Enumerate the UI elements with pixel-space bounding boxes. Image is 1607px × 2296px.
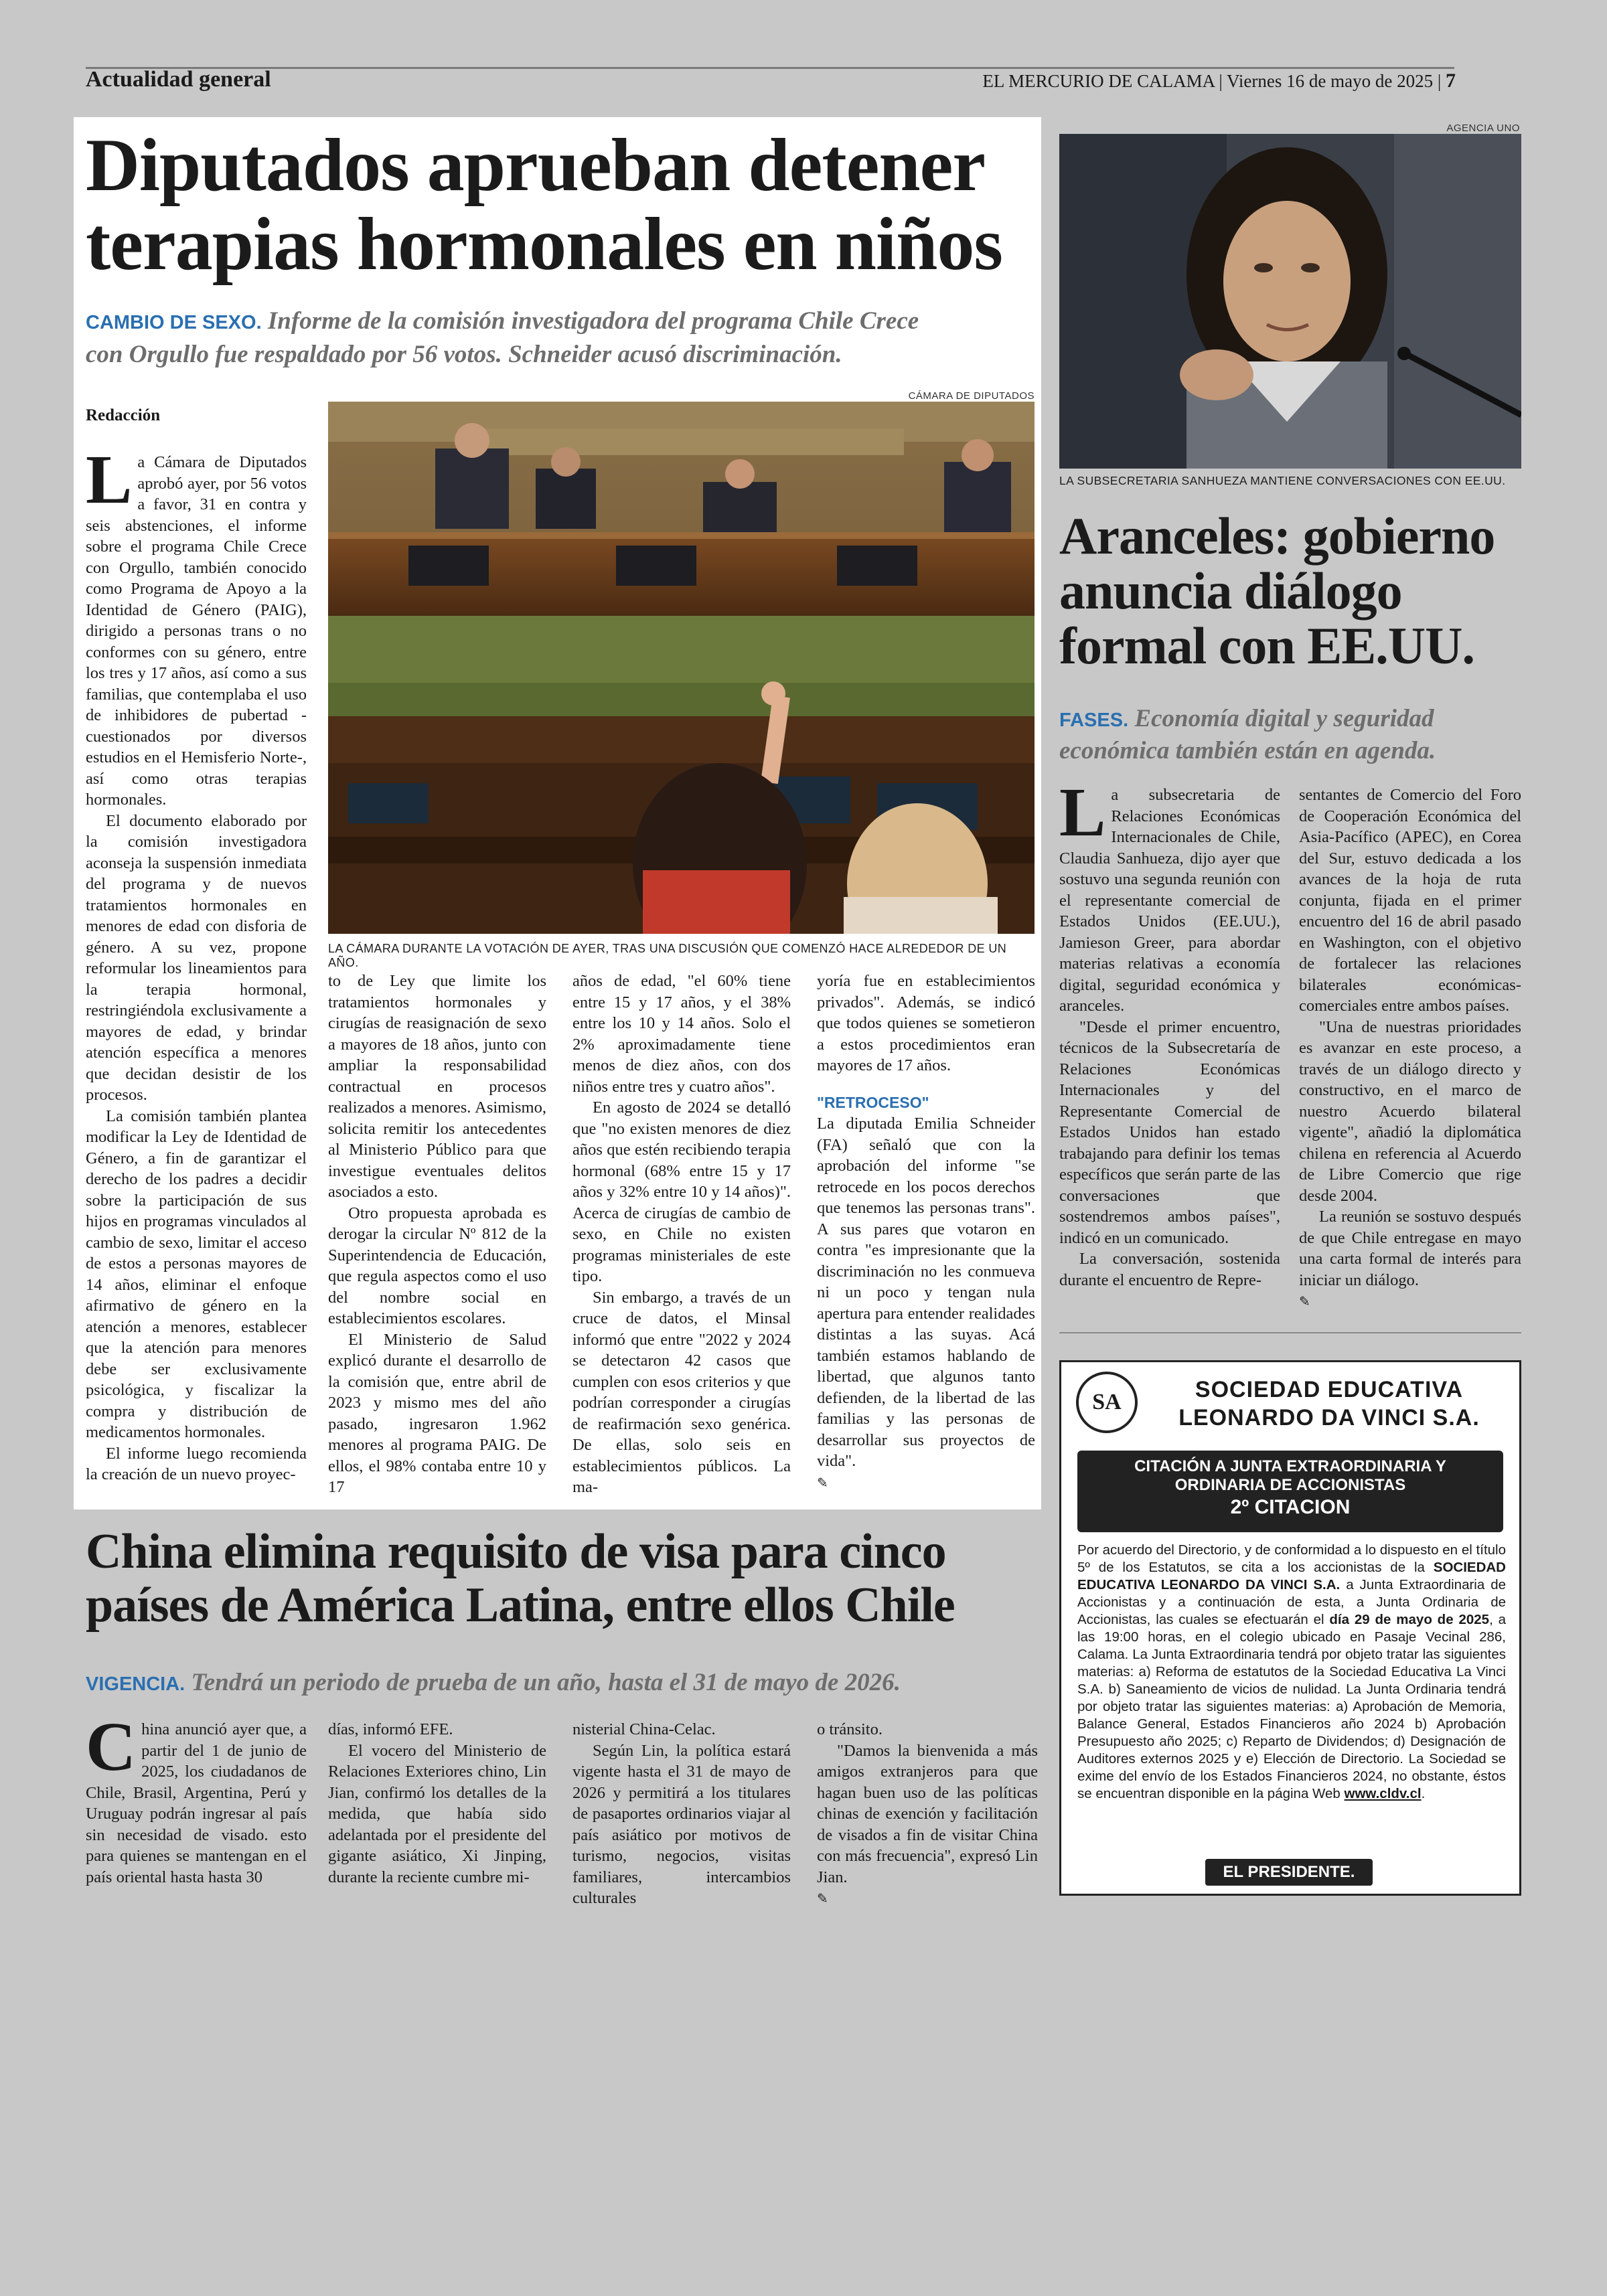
article-aranceles-column-2: sentantes de Comercio del Foro de Cooperación Económica del Asia-Pacífico (APEC), en Corea del Sur, estuvo dedicada a los avances de la hoja de ruta conjunta, fijada en el primer encuentro del 16 de abril pasado en Washington, con el objetivo de fortalecer las relaciones bilaterales económicas-comerciales entre ambos países. "Una de nuestras prioridades es avanzar en este proceso, a través de un diálogo directo y constructivo, en el marco de nuestro Acuerdo bilateral vigente", añadió la diplomática chilena en referencia al Acuerdo de Libre Comercio que rige desde 2004. La reunión se sostuvo después de que Chile entregase en mayo una carta formal de interés para iniciar un diálogo. ✎ [1299, 786, 1521, 1309]
article-main-column-3: años de edad, "el 60% tiene entre 15 y 17 años, y el 38% entre los 10 y 14 años. Solo el 2% aproximadamente tiene menos de diez años, con dos niños entre tres y cuatro años". En agosto de 2024 se detalló que "no existen menores de diez años que estén recibiendo terapia hormonal (68% entre 15 y 17 años y 32% entre 10 y 14 años)". Acerca de cirugías de cambio de sexo, en Chile no existen programas ministeriales de este tipo. Sin embargo, a través de un cruce de datos, el Minsal informó que entre "2022 y 2024 se detectaron 42 casos que cumplen con esos criterios y que podrían corresponder a cirugías de reafirmación sexo genérica. De ellas, solo seis en establecimientos públicos. La ma- [572, 972, 791, 1496]
article-main-column-1: L a Cámara de Diputados aprobó ayer, por 56 votos a favor, 31 en contra y seis abstenciones, el informe sobre el programa Chile Crece con Orgullo, también conocido como Programa de Apoyo a la Identidad de Género (PAIG), dirigido a personas trans o no conformes con su género, entre los tres y 17 años, así como a sus familias, que contemplaba el uso de inhibidores de pubertad -cuestionados por diversos estudios en el Hemisferio Norte-, así como otras terapias hormonales. El documento elaborado por la comisión investigadora aconseja la suspensión inmediata del programa y de nuevos tratamientos hormonales en menores de edad con disforia de género. A su vez, propone reformular los lineamientos para la terapia hormonal, restringiéndola exclusivamente a mayores de edad, y brindar atención específica a menores que decidan desistir de los procesos. La comisión también plantea modificar la Ley de Identidad de Género, a fin de garantizar el derecho de los padres a decidir sobre la participación de sus hijos en programas vinculados al cambio de sexo, limitar el acceso de estos a personas mayores de 14 años, eliminar el enfoque afirmativo de género en la atención a menores, establecer que la atención para menores debe ser exclusivamente psicológica, y fiscalizar la compra y distribución de medicamentos hormonales. El informe luego recomienda la creación de un nuevo proyec- [86, 452, 307, 1483]
article-main-deck: CAMBIO DE SEXO. Informe de la comisión investigadora del programa Chile Crece con Orgullo fue respaldado por 56 votos. Schneider acusó discriminación. [86, 307, 919, 368]
paper-date: Viernes 16 de mayo de 2025 [1227, 71, 1434, 91]
article-aranceles-column-1: L a subsecretaria de Relaciones Económicas Internacionales de Chile, Claudia Sanhueza, dijo ayer que sostuvo una segunda reunión con el representante comercial de Estados Unidos (EE.UU.), Jamieson Greer, para abordar materias relativas a economía digital, seguridad económica y aranceles. "Desde el primer encuentro, técnicos de la Subsecretaría de Relaciones Económicas Internacionales y del Representante Comercial de Estados Unidos han estado trabajando para definir los temas específicos que serán parte de las conversaciones que sostendremos ambos países", indicó en un comunicado. La conversación, sostenida durante el encuentro de Repre- [1059, 785, 1280, 1289]
ad-title: SOCIEDAD EDUCATIVA LEONARDO DA VINCI S.A. [1178, 1377, 1480, 1430]
article-china-column-2: días, informó EFE. El vocero del Ministerio de Relaciones Exteriores chino, Lin Jian, confirmó los detalles de la medida, que había sido adelantada por el presidente del gigante asiático, Xi Jinping, durante la reciente cumbre mi- [328, 1720, 546, 1886]
drop-cap-3: C [86, 1719, 137, 1785]
end-mark-icon: ✎ [817, 1474, 828, 1491]
byline: Redacción [86, 406, 161, 424]
ad-signature: EL PRESIDENTE. [1205, 1859, 1373, 1886]
article-aranceles-deck: FASES. Economía digital y seguridad económica también están en agenda. [1059, 705, 1436, 764]
photo-caption: LA CÁMARA DURANTE LA VOTACIÓN DE AYER, TRAS UNA DISCUSIÓN QUE COMENZÓ HACE ALREDEDOR DE UN AÑO. [328, 942, 1007, 969]
section-title: Actualidad general [86, 67, 271, 92]
end-mark-icon-2: ✎ [1299, 1293, 1310, 1309]
article-main-column-2: to de Ley que limite los tratamientos hormonales y cirugías de reasignación de sexo a mayores de 18 años, junto con ampliar la responsabilidad contractual en procesos realizados a menores. Asimismo, solicita remitir los antecedentes al Ministerio Público para que investigue eventuales delitos asociados a esto. Otro propuesta aprobada es derogar la circular Nº 812 de la Superintendencia de Educación, que regula aspectos como el uso del nombre social en establecimientos escolares. El Ministerio de Salud explicó durante el desarrollo de la comisión que, entre abril de 2023 y mismo mes del año pasado, ingresaron 1.962 menores al programa PAIG. De ellos, el 98% contaba entre 10 y 17 [328, 972, 546, 1496]
photo-credit: CÁMARA DE DIPUTADOS [908, 390, 1035, 402]
article-china-deck: VIGENCIA. Tendrá un periodo de prueba de un año, hasta el 31 de mayo de 2026. [86, 1669, 901, 1696]
paper-info: EL MERCURIO DE CALAMA | Viernes 16 de mayo de 2025 | 7 [982, 70, 1456, 92]
ad-citation-box: CITACIÓN A JUNTA EXTRAORDINARIA Y ORDINARIA DE ACCIONISTAS 2º CITACION [1077, 1451, 1503, 1532]
article-main-headline: Diputados aprueban detener terapias hormonales en niños [86, 124, 1002, 286]
article-aranceles-headline: Aranceles: gobierno anuncia diálogo formal con EE.UU. [1059, 507, 1495, 675]
subsecretaria-photo [1059, 134, 1521, 469]
subsecretaria-photo-image [1059, 134, 1521, 469]
subhead-retroceso: "RETROCESO" [817, 1093, 929, 1111]
article-main-column-4: yoría fue en establecimientos privados". Además, se indicó que todos quienes se sometieron a estos procedimientos eran mayores de 17 años. "RETROCESO" La diputada Emilia Schneider (FA) señaló que con la aprobación del informe "se retrocede en los pocos derechos que tenemos las personas trans". A sus pares que votaron en contra "es impresionante que la discriminación no les conmueva ni un poco y tengan nula apertura para entender realidades distintas a las suyas. Acá también estamos hablando de libertad, que algunos tanto defienden, de la libertad de las familias y las personas de desarrollar sus proyectos de vida". ✎ [817, 972, 1035, 1491]
ad-logo: SA [1076, 1372, 1138, 1433]
right-column-divider [1059, 1332, 1521, 1333]
article-china-column-4: o tránsito. "Damos la bienvenida a más amigos extranjeros para que hagan buen uso de las políticas chinas de exención y facilitación de visados a fin de visitar China con más frecuencia", expresó Lin Jian. ✎ [817, 1720, 1038, 1906]
photo-credit-2: AGENCIA UNO [1446, 122, 1520, 134]
kicker: CAMBIO DE SEXO. [86, 312, 262, 333]
photo-caption-2: LA SUBSECRETARIA SANHUEZA MANTIENE CONVERSACIONES CON EE.UU. [1059, 474, 1506, 487]
drop-cap: L [86, 452, 133, 518]
article-china-headline: China elimina requisito de visa para cinco países de América Latina, entre ellos Chile [86, 1524, 955, 1633]
paper-name: EL MERCURIO DE CALAMA [982, 71, 1215, 91]
header-rule [86, 67, 1454, 69]
drop-cap-2: L [1059, 785, 1106, 851]
kicker-2: FASES. [1059, 710, 1129, 731]
chamber-photo [328, 402, 1035, 934]
kicker-3: VIGENCIA. [86, 1673, 185, 1695]
end-mark-icon-3: ✎ [817, 1890, 828, 1906]
citation-ad [1059, 1360, 1521, 1896]
page-number: 7 [1446, 70, 1456, 92]
article-china-column-1: C hina anunció ayer que, a partir del 1 de junio de 2025, los ciudadanos de Chile, Brasil, Argentina, Perú y Uruguay podrán ingresar al país sin necesidad de visado. esto para quienes se mantengan en el país oriental hasta hasta 30 [86, 1719, 307, 1886]
ad-body-text: Por acuerdo del Directorio, y de conformidad a lo dispuesto en el título 5º de los Estatutos, se cita a los accionistas de la SOCIEDAD EDUCATIVA LEONARDO DA VINCI S.A. a Junta Extraordinaria de Accionistas y a continuación de esta, a Junta Ordinaria de Accionistas, las cuales se efectuarán el día 29 de mayo de 2025, a las 19:00 horas, en el colegio ubicado en Pasaje Vecinal 286, Calama. La Junta Extraordinaria tendrá por objeto tratar las siguientes materias: a) Reforma de estatutos de la Sociedad Educativa La Vinci S.A. b) Saneamiento de vicios de nulidad. La Junta Ordinaria tendrá por objeto tratar las siguientes materias: a) Aprobación de Memoria, Balance General, Estados Financieros año 2024 b) Aprobación Presupuesto año 2025; c) Reparto de Dividendos; d) Designación de Auditores externos 2025 y e) Elección de Directorio. La Sociedad se exime del envío de los Estados Financieros 2024, no obstante, éstos se encuentran disponible en la página Web www.cldv.cl. [1077, 1542, 1507, 1801]
chamber-photo-image [328, 402, 1035, 934]
article-china-column-3: nisterial China-Celac. Según Lin, la política estará vigente hasta el 31 de mayo de 2026 y permitirá a los titulares de pasaportes ordinarios viajar al país asiático por motivos de turismo, negocios, visitas familiares, intercambios culturales [572, 1720, 791, 1907]
